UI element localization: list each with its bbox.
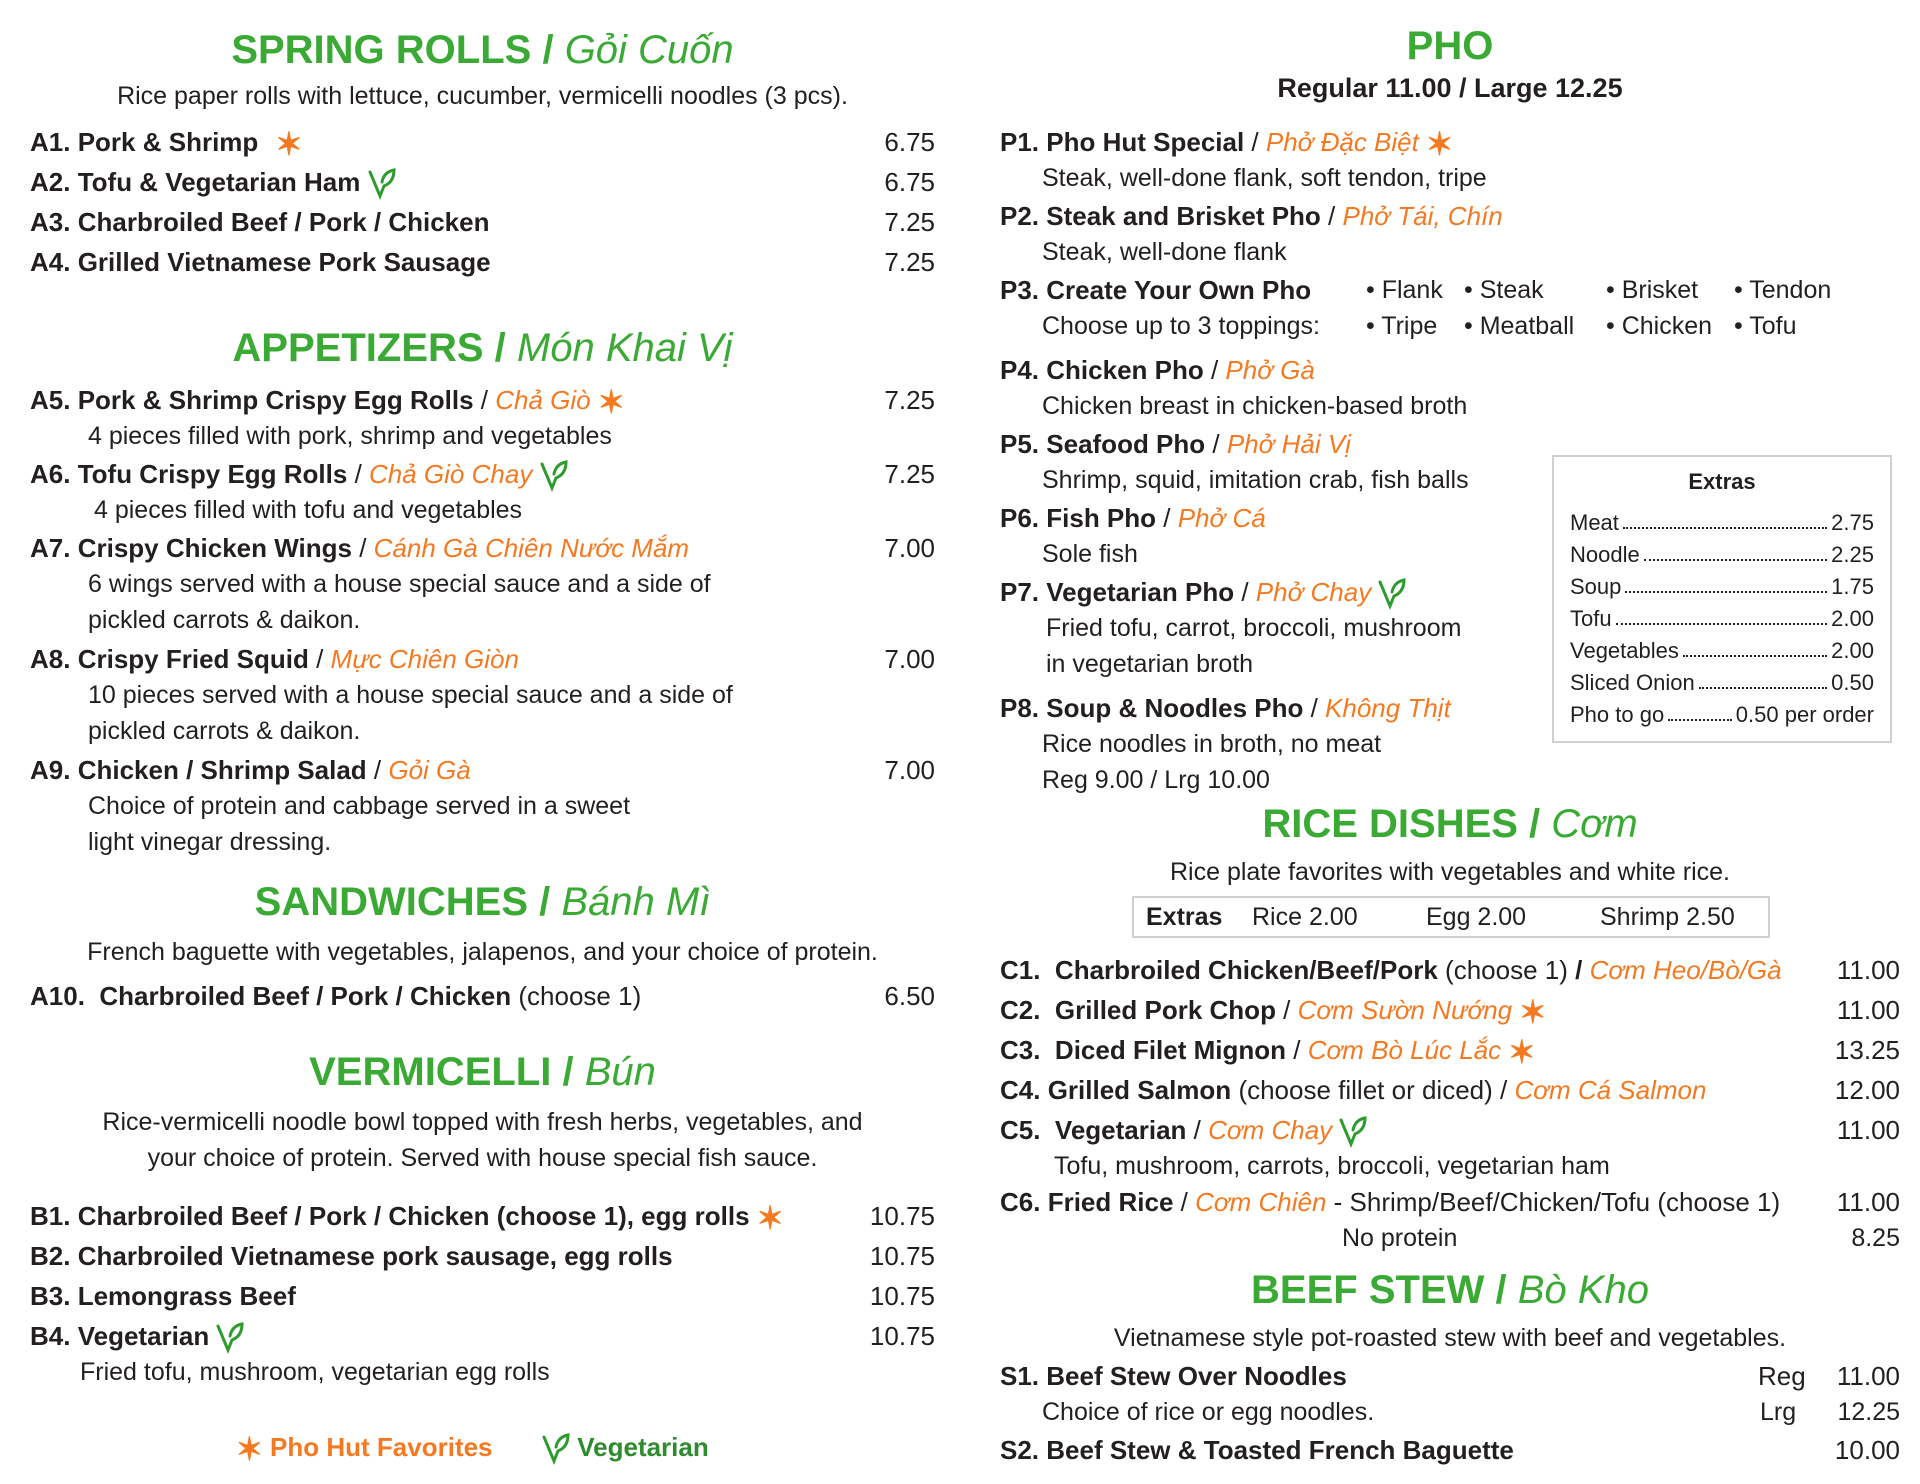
item-price: 6.75 [884,167,935,197]
topping: • Flank [1366,276,1443,304]
topping-label: Tofu [1749,312,1797,340]
item-price: 6.75 [884,127,935,157]
favorite-star-icon: ✶ [756,1200,784,1237]
item-desc: Fried tofu, mushroom, vegetarian egg rolls [80,1358,550,1386]
spring-rolls-heading: SPRING ROLLS / Gỏi Cuốn [231,28,734,72]
menu-item-b4 [30,1318,935,1354]
extras-row [1570,701,1874,729]
item-name: Grilled Pork Chop [1054,995,1276,1025]
pho-heading [1000,26,1900,66]
item-name: Vegetarian [77,1321,210,1351]
topping-label: Tripe [1381,312,1438,340]
topping: • Meatball [1464,312,1575,340]
item-code: C1. [1000,955,1041,985]
pho-extras-box [1552,455,1892,743]
extras-row [1570,605,1874,633]
item-code: A2. [30,167,71,197]
menu-item-p1: P1. Pho Hut Special / Phở Đặc Biệt ✶ [1000,126,1453,163]
extras-price: 2.00 [1831,606,1874,631]
item-name-vn: Cơm Bò Lúc Lắc [1307,1035,1502,1065]
topping-label: Chicken [1621,312,1713,340]
beef-stew-heading: BEEF STEW / Bò Kho [1251,1268,1649,1312]
leader-dots [1616,605,1828,625]
item-price: 11.00 [1836,995,1900,1025]
extras-label: Meat [1570,510,1619,535]
rice-extra-egg: Egg 2.00 [1426,903,1527,931]
item-name: Lemongrass Beef [77,1281,296,1311]
item-code: A3. [30,207,71,237]
topping-label: Meatball [1479,312,1575,340]
item-price: 10.75 [869,1321,935,1351]
item-code: P5. [1000,429,1040,459]
item-note: (choose fillet or diced) [1238,1075,1493,1105]
stew-desc: Vietnamese style pot-roasted stew with beef and vegetables. [1113,1324,1787,1352]
menu-item-c4: C4. Grilled Salmon (choose fillet or diced) / Cơm Cá Salmon 12.00 [1000,1072,1900,1108]
item-desc: pickled carrots & daikon. [88,717,361,745]
menu-item-s1 [1000,1358,1900,1394]
extras-price: 0.50 per order [1735,702,1874,727]
item-code: A1. [30,127,71,157]
menu-item-b2 [30,1238,935,1274]
section-title: RICE DISHES [1262,802,1518,846]
sandwiches-desc: French baguette with vegetables, jalapenos, and your choice of protein. [87,938,878,966]
leader-dots [1644,541,1827,561]
item-desc: Sole fish [1042,540,1138,568]
topping-label: Brisket [1621,276,1699,304]
extras-label: Soup [1570,574,1622,599]
menu-item-c6: C6. Fried Rice / Cơm Chiên - Shrimp/Beef/Chicken/Tofu (choose 1) 11.00 [1000,1184,1900,1220]
item-code: C6. [1000,1187,1041,1217]
item-name-vn: Không Thịt [1325,693,1451,723]
extras-label: Vegetables [1570,638,1679,663]
section-title-vn: Cơm [1551,802,1638,846]
favorite-star-icon: ✶ [1508,1034,1536,1071]
topping-label: Tendon [1749,276,1832,304]
item-name-vn: Phở Gà [1225,355,1315,385]
legend-vegetarian [542,1432,709,1465]
favorite-star-icon: ✶ [236,1431,263,1468]
menu-item-c2: C2. Grilled Pork Chop / Cơm Sườn Nướng ✶ 11.00 [1000,992,1900,1028]
section-title-vn: Bún [584,1050,656,1094]
leader-dots [1623,509,1827,529]
vegetarian-leaf-icon [368,168,396,200]
item-name: Chicken Pho [1046,355,1204,385]
item-name-vn: Chả Giò [495,385,591,415]
size-label: Lrg [1760,1398,1797,1426]
section-title-vn: Bò Kho [1517,1268,1649,1312]
item-price: 11.00 [1836,1115,1900,1145]
item-price: 13.25 [1834,1035,1900,1065]
item-price: 11.00 [1836,1361,1900,1391]
item-price: 7.00 [884,644,935,674]
size-label: Reg [1758,1361,1806,1391]
item-price: 7.25 [884,385,935,415]
item-name: Grilled Vietnamese Pork Sausage [77,247,491,277]
item-name: Beef Stew & Toasted French Baguette [1046,1435,1514,1465]
item-desc: Fried tofu, carrot, broccoli, mushroom [1046,614,1462,642]
menu-item-a2 [30,164,935,200]
menu-item-c5: C5. Vegetarian / Cơm Chay 11.00 [1000,1112,1900,1148]
topping: • Tendon [1734,276,1832,304]
topping-label: Steak [1479,276,1544,304]
sandwiches-heading: SANDWICHES / Bánh Mì [254,880,711,924]
extras-row [1570,637,1874,665]
item-code: C2. [1000,995,1041,1025]
menu-item-p6: P6. Fish Pho / Phở Cá [1000,503,1266,533]
item-name: Soup & Noodles Pho [1046,693,1304,723]
item-name: Seafood Pho [1046,429,1206,459]
item-name: Fried Rice [1047,1187,1174,1217]
section-title: PHO [1406,24,1494,68]
item-code: P4. [1000,355,1040,385]
item-desc: 4 pieces filled with tofu and vegetables [94,496,523,524]
item-code: B4. [30,1321,71,1351]
legend-favorites [236,1431,493,1468]
item-name: Crispy Chicken Wings [77,533,352,563]
item-price: 10.75 [869,1241,935,1271]
item-desc: Choice of rice or egg noodles. [1042,1398,1375,1426]
leader-dots [1668,701,1732,721]
item-price: 12.25 [1837,1398,1900,1426]
rice-extras-box [1132,896,1770,938]
item-name: Charbroiled Chicken/Beef/Pork [1054,955,1438,985]
extras-label: Tofu [1570,606,1612,631]
item-code: P1. [1000,127,1040,157]
menu-item-s2 [1000,1432,1900,1468]
menu-item-p2: P2. Steak and Brisket Pho / Phở Tái, Chín [1000,201,1503,231]
vegetarian-leaf-icon [540,460,568,492]
item-price: 7.00 [884,533,935,563]
favorite-star-icon: ✶ [1519,994,1547,1031]
menu-item-p8: P8. Soup & Noodles Pho / Không Thịt [1000,693,1451,723]
item-code: S2. [1000,1435,1040,1465]
rice-extras-label: Extras [1146,903,1223,931]
extras-price: 2.25 [1831,542,1874,567]
item-desc: Choose up to 3 toppings: [1042,312,1320,340]
item-name: Pork & Shrimp [77,127,259,157]
menu-item-c1: C1. Charbroiled Chicken/Beef/Pork (choose 1) / Cơm Heo/Bò/Gà 11.00 [1000,952,1900,988]
extras-label: Noodle [1570,542,1640,567]
menu-item-a8: A8. Crispy Fried Squid / Mực Chiên Giòn 7.00 [30,641,935,677]
item-desc: Tofu, mushroom, carrots, broccoli, vegetarian ham [1054,1152,1610,1180]
section-title: VERMICELLI [309,1050,552,1094]
item-name: Grilled Salmon [1047,1075,1232,1105]
item-name-vn: Phở Chay [1255,577,1372,607]
favorite-star-icon: ✶ [597,384,625,421]
menu-item-a1 [30,124,935,163]
rice-extra-shrimp: Shrimp 2.50 [1600,903,1735,931]
vegetarian-leaf-icon [216,1322,244,1354]
extras-price: 2.75 [1831,510,1874,535]
extras-price: 2.00 [1831,638,1874,663]
item-price: 12.00 [1834,1075,1900,1105]
menu-item-b1 [30,1198,935,1237]
item-code: A5. [30,385,71,415]
vermicelli-heading: VERMICELLI / Bún [309,1050,656,1094]
item-note: (choose 1) [1445,955,1568,985]
item-code: B3. [30,1281,71,1311]
item-code: A10. [30,981,85,1011]
item-name: Crispy Fried Squid [77,644,309,674]
menu-item-a4 [30,244,935,280]
item-name-vn: Chả Giò Chay [369,459,533,489]
item-name: Fish Pho [1046,503,1157,533]
menu-item-c3: C3. Diced Filet Mignon / Cơm Bò Lúc Lắc ✶ 13.25 [1000,1032,1900,1068]
item-code: P7. [1000,577,1040,607]
item-name-vn: Cơm Chay [1208,1115,1333,1145]
menu-item-a10 [30,978,935,1014]
item-name-vn: Phở Đặc Biệt [1265,127,1419,157]
item-desc: Rice noodles in broth, no meat [1042,730,1382,758]
item-desc: pickled carrots & daikon. [88,606,361,634]
vegetarian-leaf-icon [542,1433,570,1465]
item-name: Vegetarian Pho [1046,577,1235,607]
item-code: C4. [1000,1075,1041,1105]
item-name-vn: Mực Chiên Giòn [330,644,519,674]
extras-row [1570,573,1874,601]
item-code: A9. [30,755,71,785]
item-desc: Reg 9.00 / Lrg 10.00 [1042,766,1270,794]
item-sub-label: No protein [1342,1224,1458,1252]
favorite-star-icon: ✶ [275,126,303,163]
item-desc: 10 pieces served with a house special sauce and a side of [88,681,733,709]
item-name: Diced Filet Mignon [1054,1035,1287,1065]
item-name: Charbroiled Beef / Pork / Chicken [77,207,490,237]
item-price: 7.00 [884,755,935,785]
extras-row [1570,509,1874,537]
pho-sizes: Regular 11.00 / Large 12.25 [1277,73,1623,103]
vermicelli-desc: your choice of protein. Served with house special fish sauce. [147,1144,818,1172]
item-desc: Chicken breast in chicken-based broth [1042,392,1468,420]
menu-item-a3 [30,204,935,240]
item-name-vn: Cánh Gà Chiên Nước Mắm [373,533,690,563]
item-name: Tofu Crispy Egg Rolls [77,459,348,489]
leader-dots [1683,637,1827,657]
item-price: 7.25 [884,459,935,489]
item-name-vn: Phở Tái, Chín [1342,201,1503,231]
item-name-vn: Phở Hải Vị [1226,429,1351,459]
rice-extra-rice: Rice 2.00 [1252,903,1358,931]
vermicelli-desc: Rice-vermicelli noodle bowl topped with fresh herbs, vegetables, and [102,1108,863,1136]
spring-rolls-desc: Rice paper rolls with lettuce, cucumber, vermicelli noodles (3 pcs). [117,82,848,110]
topping: • Steak [1464,276,1544,304]
appetizers-heading: APPETIZERS / Món Khai Vị [232,326,733,370]
item-name-vn: Cơm Heo/Bò/Gà [1589,955,1782,985]
item-sub-price: 8.25 [1851,1224,1900,1252]
item-name: Create Your Own Pho [1046,275,1312,305]
section-title: SANDWICHES [254,880,529,924]
section-title: BEEF STEW [1251,1268,1485,1312]
vegetarian-leaf-icon [1339,1116,1367,1148]
topping: • Chicken [1606,312,1713,340]
extras-row [1570,669,1874,697]
item-desc: Steak, well-done flank [1042,238,1287,266]
item-price: 6.50 [884,981,935,1011]
item-desc: Shrimp, squid, imitation crab, fish balls [1042,466,1469,494]
item-code: P6. [1000,503,1040,533]
item-desc: Choice of protein and cabbage served in a sweet [88,792,631,820]
topping: • Tofu [1734,312,1797,340]
item-code: A6. [30,459,71,489]
item-name-vn: Gỏi Gà [388,755,471,785]
extras-label: Sliced Onion [1570,670,1695,695]
leader-dots [1625,573,1827,593]
item-name: Tofu & Vegetarian Ham [77,167,361,197]
item-name: Chicken / Shrimp Salad [77,755,367,785]
extras-label: Pho to go [1570,702,1665,727]
item-name: Vegetarian [1054,1115,1187,1145]
leader-dots [1699,669,1827,689]
item-code: P8. [1000,693,1040,723]
menu-item-p7: P7. Vegetarian Pho / Phở Chay [1000,574,1900,610]
item-price: 10.75 [869,1201,935,1231]
item-code: S1. [1000,1361,1040,1391]
item-price: 10.75 [869,1281,935,1311]
extras-title: Extras [1688,469,1756,494]
legend-favorites-label: Pho Hut Favorites [270,1432,493,1462]
item-price: 7.25 [884,247,935,277]
item-price: 7.25 [884,207,935,237]
item-name: Charbroiled Beef / Pork / Chicken (choose 1), egg rolls [77,1201,750,1231]
item-note: (choose 1) [518,981,642,1011]
section-title: APPETIZERS [232,326,484,370]
item-code: A4. [30,247,71,277]
item-code: B1. [30,1201,71,1231]
extras-row [1570,541,1874,569]
favorite-star-icon: ✶ [1426,126,1453,163]
section-title-vn: Gỏi Cuốn [564,28,734,72]
item-name: Charbroiled Beef / Pork / Chicken [99,981,512,1011]
item-price: 11.00 [1836,955,1900,985]
rice-dishes-heading: RICE DISHES / Cơm [1262,802,1638,846]
item-name: Steak and Brisket Pho [1046,201,1321,231]
rice-desc: Rice plate favorites with vegetables and white rice. [1169,858,1730,886]
menu-item-b3 [30,1278,935,1314]
item-code: A7. [30,533,71,563]
item-name-vn: Cơm Chiên [1195,1187,1327,1217]
section-title: SPRING ROLLS [231,28,532,72]
item-price: 11.00 [1836,1187,1900,1217]
topping: • Tripe [1366,312,1438,340]
menu-item-a5: A5. Pork & Shrimp Crispy Egg Rolls / Chả Giò ✶ 7.25 [30,382,935,418]
menu-item-a7: A7. Crispy Chicken Wings / Cánh Gà Chiên Nước Mắm 7.00 [30,530,935,566]
item-price: 10.00 [1834,1435,1900,1465]
item-note: - Shrimp/Beef/Chicken/Tofu (choose 1) [1333,1187,1781,1217]
menu-item-p5: P5. Seafood Pho / Phở Hải Vị [1000,429,1351,459]
item-name: Pork & Shrimp Crispy Egg Rolls [77,385,474,415]
item-name-vn: Cơm Sườn Nướng [1297,995,1513,1025]
item-name: Pho Hut Special [1046,127,1245,157]
topping-label: Flank [1381,276,1443,304]
section-title-vn: Bánh Mì [561,880,711,924]
menu-item-p4: P4. Chicken Pho / Phở Gà [1000,355,1315,385]
item-name: Beef Stew Over Noodles [1046,1361,1347,1391]
item-desc: in vegetarian broth [1046,650,1254,678]
extras-price: 1.75 [1831,574,1874,599]
section-title-vn: Món Khai Vị [516,326,733,370]
item-code: A8. [30,644,71,674]
item-desc: 6 wings served with a house special sauce and a side of [88,570,711,598]
item-name: Charbroiled Vietnamese pork sausage, egg rolls [77,1241,673,1271]
extras-price: 0.50 [1831,670,1874,695]
topping: • Brisket [1606,276,1699,304]
menu-item-a9: A9. Chicken / Shrimp Salad / Gỏi Gà 7.00 [30,752,935,788]
item-desc: light vinegar dressing. [88,828,332,856]
legend-vegetarian-label: Vegetarian [577,1432,709,1462]
item-code: P3. [1000,275,1040,305]
item-name-vn: Cơm Cá Salmon [1514,1075,1707,1105]
item-code: P2. [1000,201,1040,231]
menu-item-a6: A6. Tofu Crispy Egg Rolls / Chả Giò Chay 7.25 [30,456,935,492]
item-desc: Steak, well-done flank, soft tendon, tripe [1042,164,1487,192]
item-code: C3. [1000,1035,1041,1065]
item-desc: 4 pieces filled with pork, shrimp and vegetables [88,422,612,450]
item-code: C5. [1000,1115,1041,1145]
item-code: B2. [30,1241,71,1271]
item-name-vn: Phở Cá [1177,503,1266,533]
vegetarian-leaf-icon [1378,578,1406,610]
